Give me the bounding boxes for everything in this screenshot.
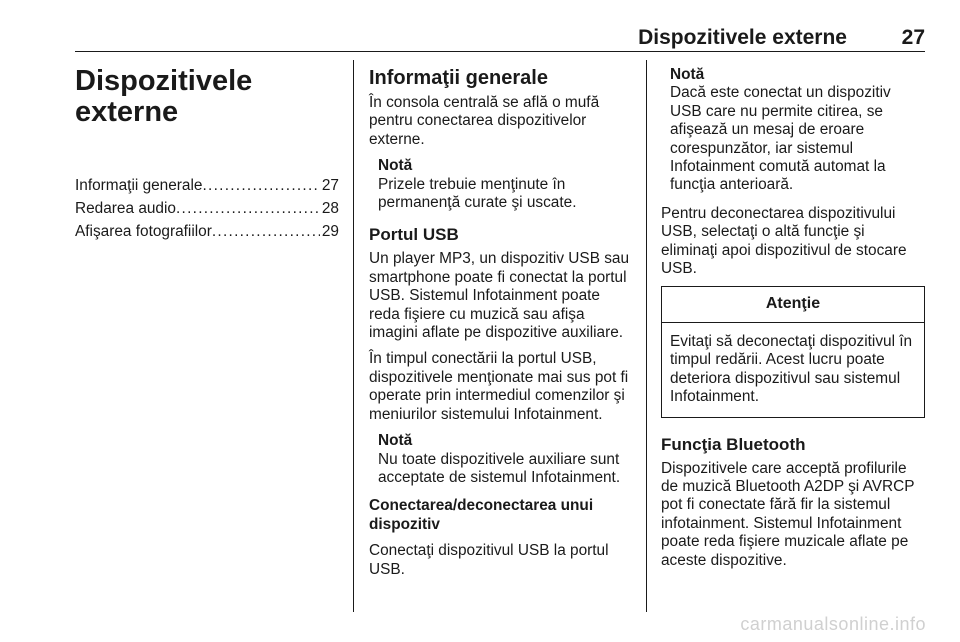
toc-entry-page: 29: [321, 223, 339, 240]
section-heading-bluetooth: Funcţia Bluetooth: [661, 434, 806, 454]
note-block: [378, 157, 633, 212]
toc-leader-dots: [212, 220, 320, 243]
running-header-title: Dispozitivele externe: [638, 26, 847, 49]
chapter-title-line-1: Dispozitivele: [75, 65, 253, 97]
toc-leader-dots: [202, 174, 319, 197]
left-column: [75, 66, 339, 243]
warning-box: [661, 286, 925, 417]
toc-entry-label: Afişarea fotografiilor: [75, 223, 212, 240]
toc-entry-label: Redarea audio: [75, 200, 176, 217]
right-column: [661, 66, 925, 578]
note-block: [378, 432, 633, 487]
bluetooth-paragraph: Dispozitivele care acceptă profilurile de muzică Bluetooth A2DP şi AVRCP pot fi conectate fără fir la sistemul infotainment. Sistemul Infotainment poate reda fişiere muzicale aflate pe aceste dispozitive.: [661, 459, 915, 569]
header-rule: [75, 51, 925, 52]
disconnect-paragraph: Pentru deconectarea dispozitivului USB, selectaţi o altă funcţie şi eliminaţi apoi dispozitivul de stocare USB.: [661, 204, 907, 278]
page-number: 27: [901, 26, 925, 49]
note-block: [670, 66, 925, 195]
toc-entry[interactable]: [75, 220, 339, 243]
section-heading-general: Informaţii generale: [369, 67, 548, 89]
column-divider-2: [646, 60, 647, 612]
column-divider-1: [353, 60, 354, 612]
section-heading-usb: Portul USB: [369, 225, 459, 245]
toc-entry-page: 27: [321, 177, 339, 194]
toc-entry[interactable]: [75, 174, 339, 197]
note-title: Notă: [378, 432, 413, 450]
middle-column: [369, 66, 633, 587]
note-text: Nu toate dispozitivele auxiliare sunt acceptate de sistemul Infotainment.: [378, 450, 621, 486]
toc-entry-label: Informaţii generale: [75, 177, 203, 194]
note-text: Dacă este conectat un dispozitiv USB care nu permite citirea, se afişează un mesaj de eroare corespunzător, iar sistemul Infotainment comută automat la funcţia anterioară.: [670, 84, 891, 194]
toc-leader-dots: [176, 197, 320, 220]
chapter-title: [75, 66, 339, 128]
intro-paragraph: În consola centrală se află o mufă pentru conectarea dispozitivelor externe.: [369, 94, 600, 148]
usb-paragraph-1: Un player MP3, un dispozitiv USB sau smartphone poate fi conectat la portul USB. Sistemul Infotainment poate reda fişiere cu muzică sau afişa imagini aflate pe dispozitive auxiliare.: [369, 250, 630, 342]
usb-paragraph-2: În timpul conectării la portul USB, dispozitivele menţionate mai sus pot fi operate prin intermediul comenzilor şi meniurilor sistemului Infotainment.: [369, 350, 629, 423]
note-text: Prizele trebuie menţinute în permanenţă curate şi uscate.: [378, 175, 577, 212]
page-header: [75, 26, 925, 52]
note-title: Notă: [378, 157, 413, 175]
toc-entry[interactable]: [75, 197, 339, 220]
subheading-connect: Conectarea/deconectarea unui dispozitiv: [369, 497, 594, 533]
warning-text: Evitaţi să deconectaţi dispozitivul în timpul redării. Acest lucru poate deteriora dispozitivul sau sistemul Infotainment.: [670, 332, 913, 406]
table-of-contents: [75, 174, 339, 243]
toc-entry-page: 28: [321, 200, 339, 217]
chapter-title-line-2: externe: [75, 96, 179, 128]
connect-paragraph: Conectaţi dispozitivul USB la portul USB.: [369, 542, 609, 578]
watermark: carmanualsonline.info: [740, 614, 926, 634]
note-title: Notă: [670, 66, 705, 83]
warning-title: Atenţie: [662, 287, 924, 322]
